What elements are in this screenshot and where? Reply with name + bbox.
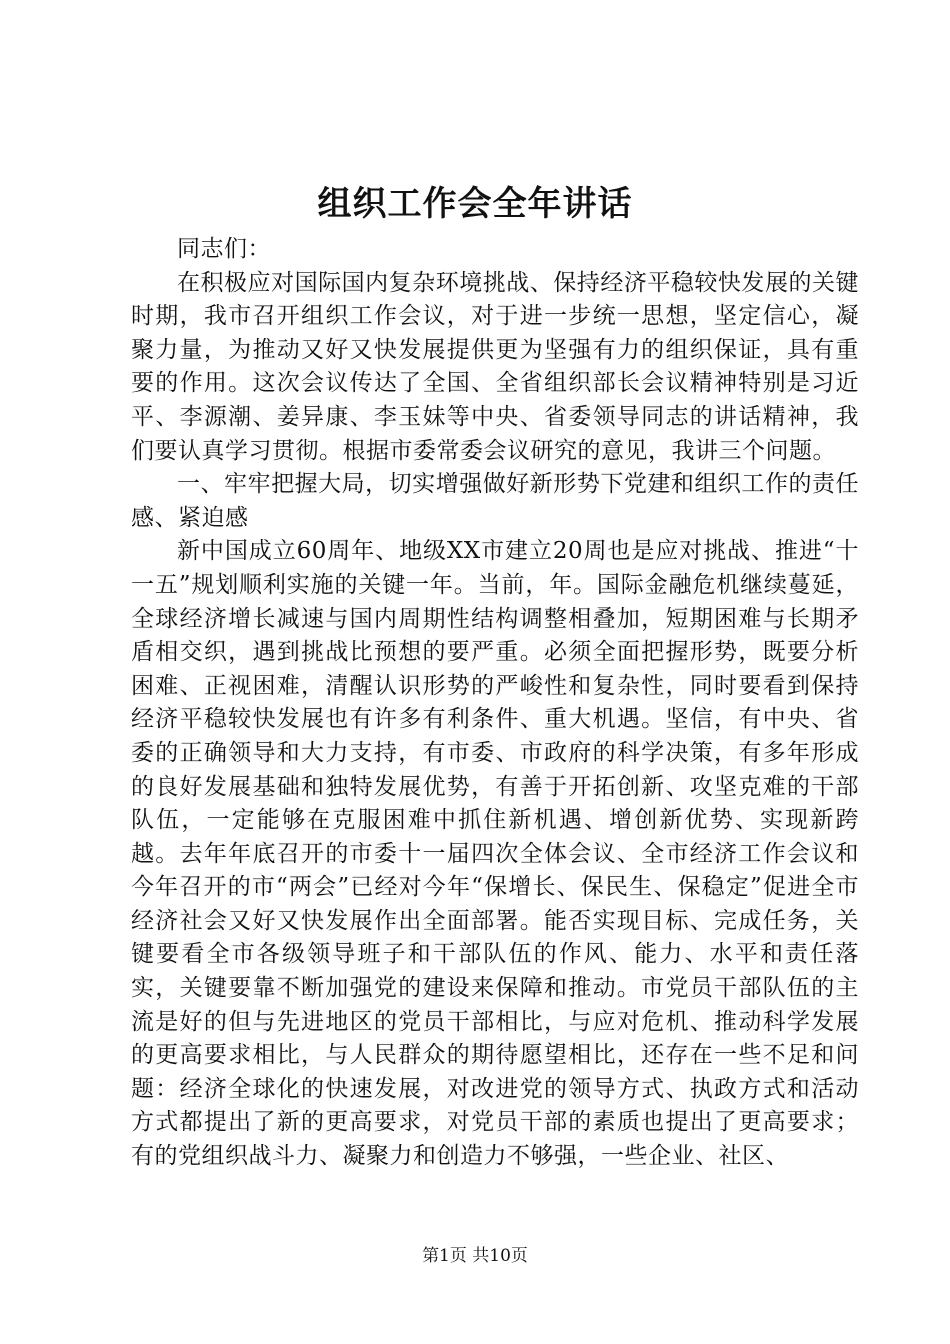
section-heading-paragraph: 一、牢牢把握大局，切实增强做好新形势下党建和组织工作的责任感、紧迫感 xyxy=(131,471,859,531)
body-paragraph: 新中国成立60周年、地级XX市建立20周也是应对挑战、推进“十一五”规划顺利实施的关键一年。当前，年。国际金融危机继续蔓延，全球经济增长减速与国内周期性结构调整相叠加，短期困难与长期矛盾相交织，遇到挑战比预想的要严重。必须全面把握形势，既要分析困难、正视困难，清醒认识形势的严峻性和复杂性，同时要看到保持经济平稳较快发展也有许多有利条件、重大机遇。坚信，有中央、省委的正确领导和大力支持，有市委、市政府的科学决策，有多年形成的良好发展基础和独特发展优势，有善于开拓创新、攻坚克难的干部队伍，一定能够在克服困难中抓住新机遇、增创新优势、实现新跨越。去年年底召开的市委十一届四次全体会议、全市经济工作会议和今年召开的市“两会”已经对今年“保增长、保民生、保稳定”促进全市经济社会又好又快发展作出全面部署。能否实现目标、完成任务，关键要看全市各级领导班子和干部队伍的作风、能力、水平和责任落实，关键要靠不断加强党的建设来保障和推动。市党员干部队伍的主流是好的但与先进地区的党员干部相比，与应对危机、推动科学发展的更高要求相比，与人民群众的期待愿望相比，还存在一些不足和问题：经济全球化的快速发展，对改进党的领导方式、执政方式和活动方式都提出了新的更高要求，对党员干部的素质也提出了更高要求；有的党组织战斗力、凝聚力和创造力不够强，一些企业、社区、 xyxy=(131,538,859,1170)
salutation-paragraph: 同志们： xyxy=(177,236,271,262)
page-footer: 第1页 共10页 xyxy=(422,1246,528,1266)
document-body xyxy=(131,233,859,1174)
intro-paragraph: 在积极应对国际国内复杂环境挑战、保持经济平稳较快发展的关键时期，我市召开组织工作会议，对于进一步统一思想，坚定信心，凝聚力量，为推动又好又快发展提供更为坚强有力的组织保证，具有重要的作用。这次会议传达了全国、全省组织部长会议精神特别是习近平、李源潮、姜异康、李玉妹等中央、省委领导同志的讲话精神，我们要认真学习贯彻。根据市委常委会议研究的意见，我讲三个问题。 xyxy=(131,269,859,464)
document-title: 组织工作会全年讲话 xyxy=(317,184,633,224)
